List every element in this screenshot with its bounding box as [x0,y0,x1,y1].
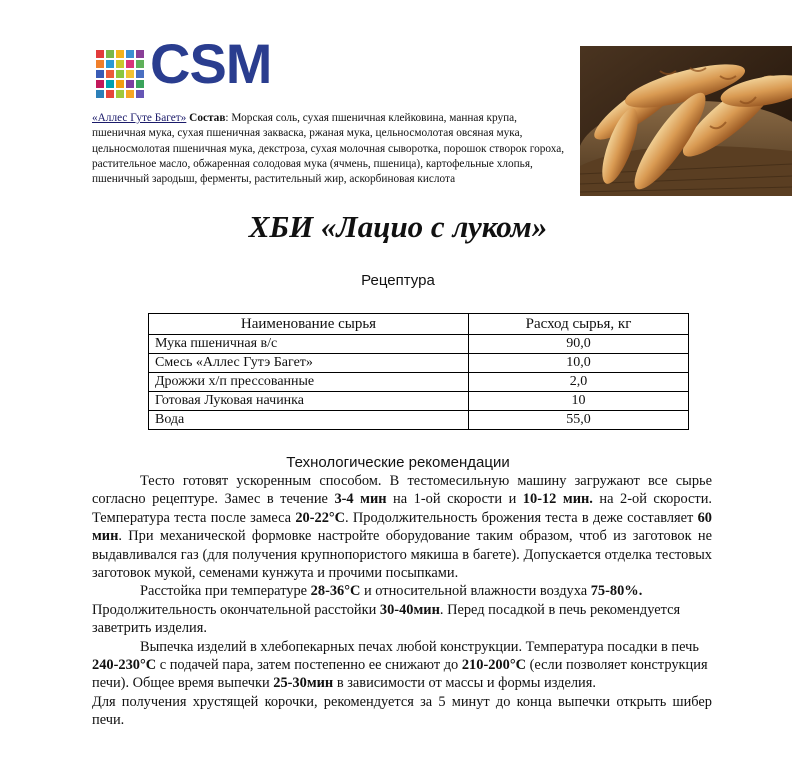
logo-square [96,80,104,88]
ingredient-amount: 2,0 [469,373,689,392]
table-row [149,335,689,354]
logo-square [106,70,114,78]
table-row [149,373,689,392]
logo-square [116,70,124,78]
time-value: 25-30мин [273,675,334,692]
logo-square [136,80,144,88]
temperature-value: 28-36°С [310,583,361,600]
logo-square [116,50,124,58]
text-span: на 1-ой скорости и [386,491,523,508]
product-link[interactable]: «Аллес Гуте Багет» [92,112,187,124]
logo-square [116,60,124,68]
ingredient-name: Готовая Луковая начинка [149,392,469,411]
ingredient-name: Дрожжи х/п прессованные [149,373,469,392]
temperature-value: 240-230°С [92,657,157,674]
logo-square [136,60,144,68]
table-row [149,354,689,373]
header-amount: Расход сырья, кг [469,314,689,335]
table-row [149,392,689,411]
ingredient-name: Смесь «Аллес Гутэ Багет» [149,354,469,373]
time-value: 60 мин [92,509,712,545]
header-ingredient: Наименование сырья [149,314,469,335]
time-value: 10-12 мин. [522,491,593,508]
recipe-heading: Рецептура [361,272,435,289]
logo-square [136,90,144,98]
ingredient-name: Мука пшеничная в/с [149,335,469,354]
recipe-table [148,313,689,430]
logo-square [126,90,134,98]
tech-paragraph-dough [92,472,712,582]
tech-paragraph-proofing [92,582,712,637]
logo-color-grid [96,50,144,98]
logo-square [126,80,134,88]
text-span: . Перед посадкой в печь рекомендуется заветрить изделия. [92,601,681,637]
logo-square [96,50,104,58]
text-span: и относительной влажности воздуха [360,583,591,600]
composition-text [92,111,570,187]
logo-square [136,70,144,78]
text-span: . При механической формовке настройте оборудование таким образом, чтоб из заготовок не выдавливался газ (для получения крупнопористого мякиша в багете). Допускается отделка тестовых заготовок мукой, семенами кунжута и прочими посыпками. [92,528,712,582]
tech-text [92,472,712,730]
composition-label: Состав [189,112,226,124]
temperature-value: 210-200°С [461,657,526,674]
text-span: (если позволяет конструкция печи). Общее время выпечки [92,657,708,692]
text-span: с подачей пара, затем постепенно ее снижают до [156,657,462,674]
temperature-value: 20-22°С [295,509,346,526]
text-span: Продолжительность окончательной расстойки [92,601,380,618]
ingredient-amount: 10 [469,392,689,411]
logo-square [106,50,114,58]
tech-paragraph-baking [92,638,712,693]
logo-square [106,80,114,88]
tech-heading: Технологические рекомендации [286,454,510,471]
text-span: . Продолжительность брожения теста в деже составляет [345,509,698,526]
text-span: Расстойка при температуре [140,583,311,600]
composition-body: : Морская соль, сухая пшеничная клейковина, манная крупа, пшеничная мука, сухая пшеничная закваска, ржаная мука, цельносмолотая овсяная мука, цельносмолотая пшеничная мука, декстроза, сухая молочная сыворотка, порошок створок гороха, растительное масло, обжаренная солодовая мука (ячмень, пшеница), картофельные хлопья, пшеничный зародыш, ферменты, растительный жир, аскорбиновая кислота [92,112,565,186]
time-value: 30-40мин [379,601,440,618]
logo-square [116,90,124,98]
logo-square [96,60,104,68]
text-span: Тесто готовят ускоренным способом. В тестомесильную машину загружают все сырье согласно рецептуре. Замес в течение [92,473,712,508]
logo-square [136,50,144,58]
page-title: ХБИ «Лацио с луком» [248,209,548,244]
logo-square [126,60,134,68]
logo-text: CSM [150,32,272,95]
time-value: 3-4 мин [334,491,387,508]
logo-square [116,80,124,88]
ingredient-amount: 90,0 [469,335,689,354]
ingredient-amount: 10,0 [469,354,689,373]
text-span: Выпечка изделий в хлебопекарных печах любой конструкции. Температура посадки в печь [140,638,699,655]
logo-square [126,70,134,78]
text-span: на 2-ой скорости. Температура теста после замеса [92,491,712,526]
table-row [149,411,689,430]
bread-photo-icon [580,46,792,196]
humidity-value: 75-80%. [590,583,643,600]
text-span: в зависимости от массы и формы изделия. [333,675,596,692]
table-header-row [149,314,689,335]
ingredient-name: Вода [149,411,469,430]
csm-logo [96,32,276,100]
logo-square [126,50,134,58]
logo-square [106,90,114,98]
logo-square [106,60,114,68]
bread-basket-photo [580,46,792,196]
tech-paragraph-crust: Для получения хрустящей корочки, рекомендуется за 5 минут до конца выпечки открыть шибер печи. [92,693,712,729]
ingredient-amount: 55,0 [469,411,689,430]
logo-square [96,90,104,98]
logo-square [96,70,104,78]
